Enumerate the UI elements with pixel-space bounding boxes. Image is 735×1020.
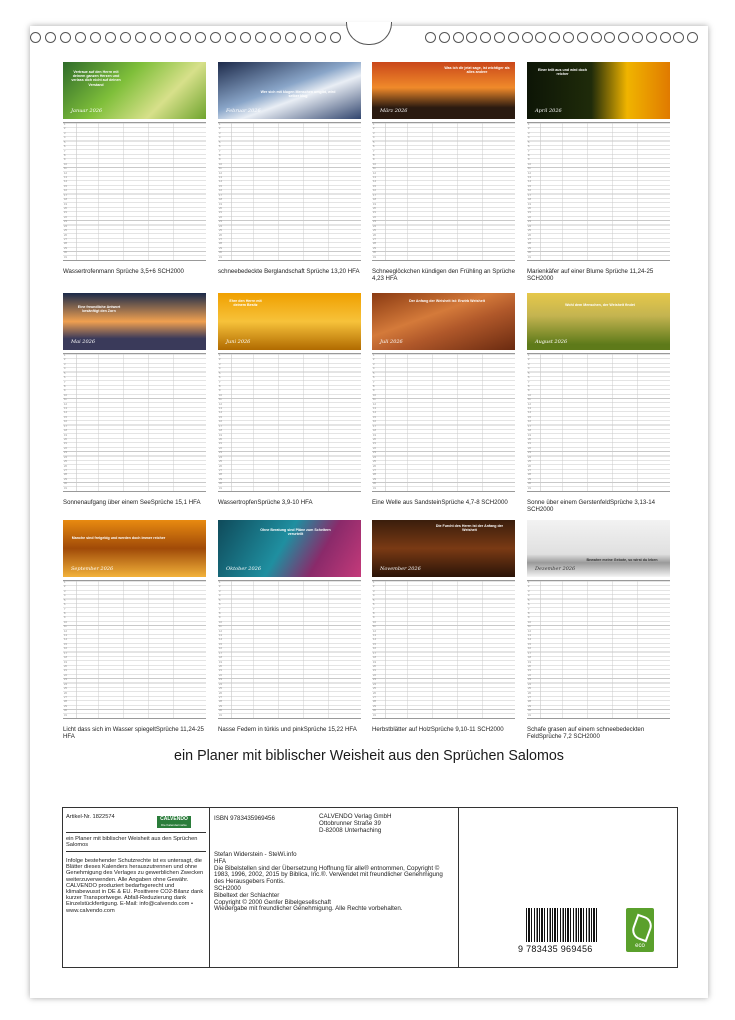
month-label: Januar 2026 — [71, 108, 103, 114]
planner-grid — [218, 580, 361, 719]
month-label: September 2026 — [71, 566, 114, 572]
ring-hole — [315, 32, 326, 43]
month-photo — [372, 520, 515, 577]
ring-hole — [577, 32, 588, 43]
ring-hole — [508, 32, 519, 43]
month-label: Oktober 2026 — [226, 566, 262, 572]
ring-hole — [120, 32, 131, 43]
planner-grid — [527, 353, 670, 492]
month-photo — [63, 293, 206, 350]
month-caption: Schneeglöckchen kündigen den Frühling an Sprüche 4,23 HFA — [372, 268, 515, 283]
month-quote: Die Furcht des Herrn ist der Anfang der Weisheit — [435, 524, 504, 533]
planner-grid — [63, 353, 206, 492]
month-photo — [218, 520, 361, 577]
legal-text: Infolge bestehender Schutzrechte ist es untersagt, die Blätter dieses Kalenders herauszutrennen und ohne Genehmigung des Verlages zu gewerblichen Zwecken weiterzuverwenden. Alle Angaben ohne Gewähr. CALVENDO produziert bedarfsgerecht und klimabewusst in DE & EU. Positivere CO2-Bilanz dank kurzer Transportwege. Abfall-Reduzierung dank Einzelstückfertigung. E-Mail: info@calvendo.com • www.calvendo.com — [66, 858, 204, 914]
month-caption: Schafe grasen auf einem schneebedeckten FeldSprüche 7,2 SCH2000 — [527, 726, 645, 741]
month-caption: Licht dass sich im Wasser spiegeltSprüche 11,24-25 HFA — [63, 726, 204, 741]
ring-hole — [195, 32, 206, 43]
ring-hole — [425, 32, 436, 43]
planner-grid — [63, 122, 206, 261]
month-photo — [63, 62, 206, 119]
ring-hole — [563, 32, 574, 43]
planner-grid — [218, 353, 361, 492]
ring-hole — [30, 32, 41, 43]
month-quote: Ohne Beratung sind Pläne zum Scheitern verurteilt — [260, 528, 331, 537]
day-numbers: 1 2 3 4 5 6 7 8 9 10 11 12 13 14 15 16 17 18 19 20 21 22 23 24 25 26 27 28 29 30 31 — [528, 581, 531, 717]
ring-hole — [60, 32, 71, 43]
month-label: April 2026 — [535, 108, 562, 114]
ring-hole — [660, 32, 671, 43]
month-caption: Sonne über einem GerstenfeldSprüche 3,13-14 SCH2000 — [527, 499, 656, 514]
ring-hole — [135, 32, 146, 43]
day-numbers: 1 2 3 4 5 6 7 8 9 10 11 12 13 14 15 16 17 18 19 20 21 22 23 24 25 26 27 28 29 30 31 — [64, 123, 67, 259]
month-label: Dezember 2026 — [535, 566, 576, 572]
month-caption: Herbstblätter auf HolzSprüche 9,10-11 SCH2000 — [372, 726, 504, 733]
planner-grid — [63, 580, 206, 719]
ring-hole — [105, 32, 116, 43]
day-numbers: 1 2 3 4 5 6 7 8 9 10 11 12 13 14 15 16 17 18 19 20 21 22 23 24 25 26 27 28 29 30 31 — [64, 354, 67, 490]
day-numbers: 1 2 3 4 5 6 7 8 9 10 11 12 13 14 15 16 17 18 19 20 21 22 23 24 25 26 27 28 29 30 31 — [219, 354, 222, 490]
month-quote: Manche sind freigebig und werden doch immer reicher — [71, 536, 166, 540]
planner-grid — [372, 580, 515, 719]
planner-grid — [527, 580, 670, 719]
ring-hole — [270, 32, 281, 43]
planner-grid — [527, 122, 670, 261]
info-col-left — [63, 808, 210, 967]
ring-hole — [535, 32, 546, 43]
month-quote: Wohl dem Menschen, der Weisheit findet — [565, 303, 635, 307]
planner-grid — [218, 122, 361, 261]
month-quote: Eine freundliche Antwort besänftigt den Zorn — [77, 305, 121, 314]
info-col-right — [460, 808, 677, 967]
month-photo — [218, 62, 361, 119]
ring-hole — [439, 32, 450, 43]
month-label: Februar 2026 — [226, 108, 261, 114]
month-photo — [218, 293, 361, 350]
article-number: Artikel-Nr. 1822574 — [66, 814, 115, 820]
planner-grid — [372, 353, 515, 492]
month-photo — [527, 293, 670, 350]
ring-hole — [210, 32, 221, 43]
ring-hole — [632, 32, 643, 43]
ring-hole — [549, 32, 560, 43]
ring-hole — [330, 32, 341, 43]
ring-hole — [687, 32, 698, 43]
ring-hole — [150, 32, 161, 43]
month-quote: Wer sich mit klugen Menschen umgibt, wird selber klug — [260, 90, 336, 99]
ring-hole — [646, 32, 657, 43]
month-caption: schneebedeckte Berglandschaft Sprüche 13,20 HFA — [218, 268, 360, 275]
month-photo — [372, 293, 515, 350]
month-quote: Was ich dir jetzt sage, ist wichtiger als alles andere — [444, 66, 510, 75]
month-label: November 2026 — [380, 566, 421, 572]
month-caption: Eine Welle aus SandsteinSprüche 4,7-8 SCH2000 — [372, 499, 508, 506]
month-photo — [63, 520, 206, 577]
ring-hole — [285, 32, 296, 43]
ring-hole — [466, 32, 477, 43]
ring-hole — [225, 32, 236, 43]
month-quote: Der Anfang der Weisheit ist: Erwirb Weisheit — [409, 299, 485, 303]
month-label: März 2026 — [380, 108, 408, 114]
ring-hole — [480, 32, 491, 43]
day-numbers: 1 2 3 4 5 6 7 8 9 10 11 12 13 14 15 16 17 18 19 20 21 22 23 24 25 26 27 28 29 30 31 — [528, 123, 531, 259]
month-label: Juni 2026 — [226, 339, 251, 345]
barcode — [526, 908, 598, 942]
month-quote: Ehre den Herrn mit deinem Besitz — [229, 299, 262, 308]
ring-hole — [618, 32, 629, 43]
ring-hole — [90, 32, 101, 43]
credits: Stefan Widerstein - SteWi.info HFA Die Bibelstellen sind der Übersetzung Hoffnung für alle® entnommen, Copyright © 1983, 1996, 2002, 2015 by Biblica, Inc.®. Verwendet mit freundlicher Genehmigung des Herausgebers Fontis. SCH2000 Bibeltext der Schlachter Copyright © 2000 Genfer Bibelgesellschaft Wiedergabe mit freundlicher Genehmigung. Alle Rechte vorbehalten. — [214, 851, 443, 913]
day-numbers: 1 2 3 4 5 6 7 8 9 10 11 12 13 14 15 16 17 18 19 20 21 22 23 24 25 26 27 28 29 30 31 — [373, 354, 376, 490]
month-photo — [527, 62, 670, 119]
day-numbers: 1 2 3 4 5 6 7 8 9 10 11 12 13 14 15 16 17 18 19 20 21 22 23 24 25 26 27 28 29 30 31 — [219, 581, 222, 717]
month-caption: Nasse Federn in türkis und pinkSprüche 15,22 HFA — [218, 726, 357, 733]
day-numbers: 1 2 3 4 5 6 7 8 9 10 11 12 13 14 15 16 17 18 19 20 21 22 23 24 25 26 27 28 29 30 31 — [373, 581, 376, 717]
planner-grid — [372, 122, 515, 261]
day-numbers: 1 2 3 4 5 6 7 8 9 10 11 12 13 14 15 16 17 18 19 20 21 22 23 24 25 26 27 28 29 30 31 — [219, 123, 222, 259]
calvendo-logo: CALVENDO Die Kalendermarke — [157, 816, 191, 828]
ring-hole — [240, 32, 251, 43]
ring-hole — [591, 32, 602, 43]
article-row — [66, 814, 206, 833]
day-numbers: 1 2 3 4 5 6 7 8 9 10 11 12 13 14 15 16 17 18 19 20 21 22 23 24 25 26 27 28 29 30 31 — [64, 581, 67, 717]
product-name: ein Planer mit biblischer Weisheit aus den Sprüchen Salomos — [66, 836, 206, 852]
month-caption: Marienkäfer auf einer Blume Sprüche 11,24-25 SCH2000 — [527, 268, 654, 283]
month-caption: Sonnenaufgang über einem SeeSprüche 15,1 HFA — [63, 499, 201, 506]
ring-hole — [453, 32, 464, 43]
eco-label: eco — [626, 908, 654, 952]
isbn: ISBN 9783435969456 — [214, 815, 275, 822]
leaf-icon — [629, 914, 654, 943]
day-numbers: 1 2 3 4 5 6 7 8 9 10 11 12 13 14 15 16 17 18 19 20 21 22 23 24 25 26 27 28 29 30 31 — [373, 123, 376, 259]
ring-hole — [180, 32, 191, 43]
page-title: ein Planer mit biblischer Weisheit aus den Sprüchen Salomos — [174, 748, 564, 764]
info-col-middle — [211, 808, 459, 967]
ring-hole — [673, 32, 684, 43]
calendar-page — [30, 26, 708, 998]
month-label: Juli 2026 — [380, 339, 403, 345]
info-box — [62, 807, 678, 968]
ring-hole — [255, 32, 266, 43]
month-quote: Vertraue auf den Herrn mit deinem ganzen Herzen und verlass dich nicht auf deinen Verstand — [71, 70, 121, 87]
ring-hole — [522, 32, 533, 43]
ring-hole — [604, 32, 615, 43]
ring-hole — [165, 32, 176, 43]
ring-hole — [494, 32, 505, 43]
month-quote: Einer teilt aus und wird doch reicher — [537, 68, 588, 77]
ring-hole — [75, 32, 86, 43]
month-photo — [527, 520, 670, 577]
ring-hole — [300, 32, 311, 43]
month-photo — [372, 62, 515, 119]
month-label: Mai 2026 — [71, 339, 96, 345]
ean-number: 9 783435 969456 — [518, 944, 593, 954]
month-caption: WassertropfenSprüche 3,9-10 HFA — [218, 499, 313, 506]
month-caption: Wassertrofenmann Sprüche 3,5+6 SCH2000 — [63, 268, 184, 275]
publisher-address: CALVENDO Verlag GmbH Ottobrunner Straße 39 D-82008 Unterhaching — [319, 813, 392, 834]
month-label: August 2026 — [535, 339, 568, 345]
day-numbers: 1 2 3 4 5 6 7 8 9 10 11 12 13 14 15 16 17 18 19 20 21 22 23 24 25 26 27 28 29 30 31 — [528, 354, 531, 490]
month-quote: Bewahre meine Gebote, so wirst du leben — [586, 558, 658, 562]
ring-hole — [45, 32, 56, 43]
